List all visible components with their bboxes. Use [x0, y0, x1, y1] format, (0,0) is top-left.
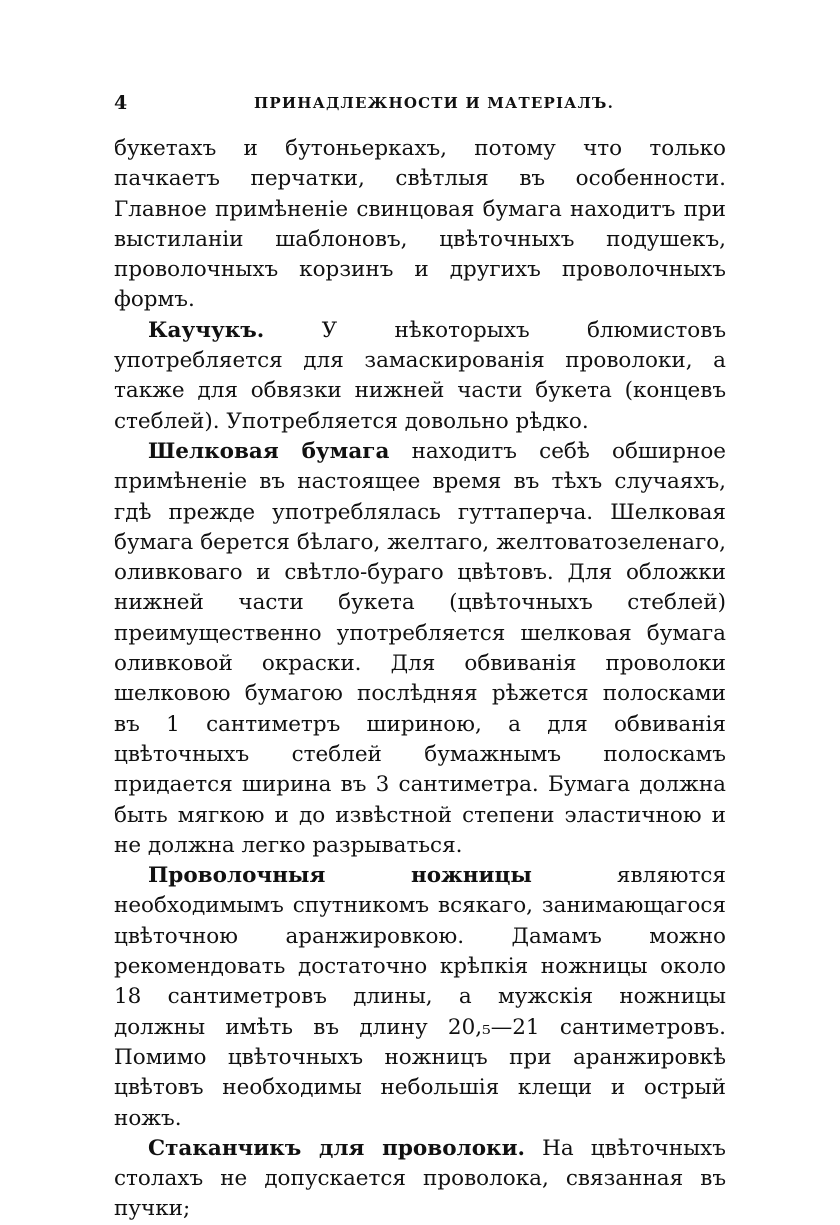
paragraph-text: являются необходимымъ спутникомъ всякаго, занимающагося цвѣточною аранжировкою. Дамамъ можно рекомендовать достаточно крѣпкія ножницы около 18 сантиметровъ длины, а мужскія ножницы должны имѣть въ длину 20,₅—21 сантиметровъ. Помимо цвѣточныхъ ножницъ при аранжировкѣ цвѣтовъ необходимы небольшія клещи и острый ножъ.: [114, 863, 726, 1131]
paragraph-silk-paper: [114, 437, 726, 861]
paragraph-text: На цвѣточныхъ столахъ не допускается проволока, связанная въ пучки;: [114, 1135, 726, 1222]
paragraph-text: букетахъ и бутоньеркахъ, потому что только пачкаетъ перчатки, свѣтлыя въ особенности. Главное примѣненіе свинцовая бумага находитъ при выстиланіи шаблоновъ, цвѣточныхъ подушекъ, проволочныхъ корзинъ и другихъ проволочныхъ формъ.: [114, 136, 726, 313]
paragraph-term: Стаканчикъ для проволоки.: [148, 1135, 525, 1161]
paragraph-text: находитъ себѣ обширное примѣненіе въ настоящее время въ тѣхъ случаяхъ, гдѣ прежде употреблялась гуттаперча. Шелковая бумага берется бѣлаго, желтаго, желтоватозеленаго, оливковаго и свѣтло-бураго цвѣтовъ. Для обложки нижней части букета (цвѣточныхъ стеблей) преимущественно употребляется шелковая бумага оливковой окраски. Для обвиванія проволоки шелковою бумагою послѣдняя рѣжется полосками въ 1 сантиметръ шириною, а для обвиванія цвѣточныхъ стеблей бумажнымъ полоскамъ придается ширина въ 3 сантиметра. Бумага должна быть мягкою и до извѣстной степени эластичною и не должна легко разрываться.: [114, 438, 726, 858]
paragraph-rubber: [114, 316, 726, 437]
paragraph-term: Проволочныя ножницы: [148, 863, 532, 889]
paragraph-term: Каучукъ.: [148, 317, 265, 343]
paragraph-continuation: [114, 134, 726, 316]
page-header: [114, 92, 726, 116]
running-head: ПРИНАДЛЕЖНОСТИ И МАТЕРІАЛЪ.: [254, 94, 615, 112]
paragraph-wire-scissors: [114, 861, 726, 1134]
paragraph-term: Шелковая бумага: [148, 438, 390, 464]
paragraph-text: У нѣкоторыхъ блюмистовъ употребляется для замаскированія проволоки, а также для обвязки нижней части букета (концевъ стеблей). Употребляется довольно рѣдко.: [114, 317, 726, 434]
page-number: 4: [114, 92, 129, 114]
paragraph-wire-cup: [114, 1134, 726, 1225]
body-text: [114, 134, 726, 1225]
